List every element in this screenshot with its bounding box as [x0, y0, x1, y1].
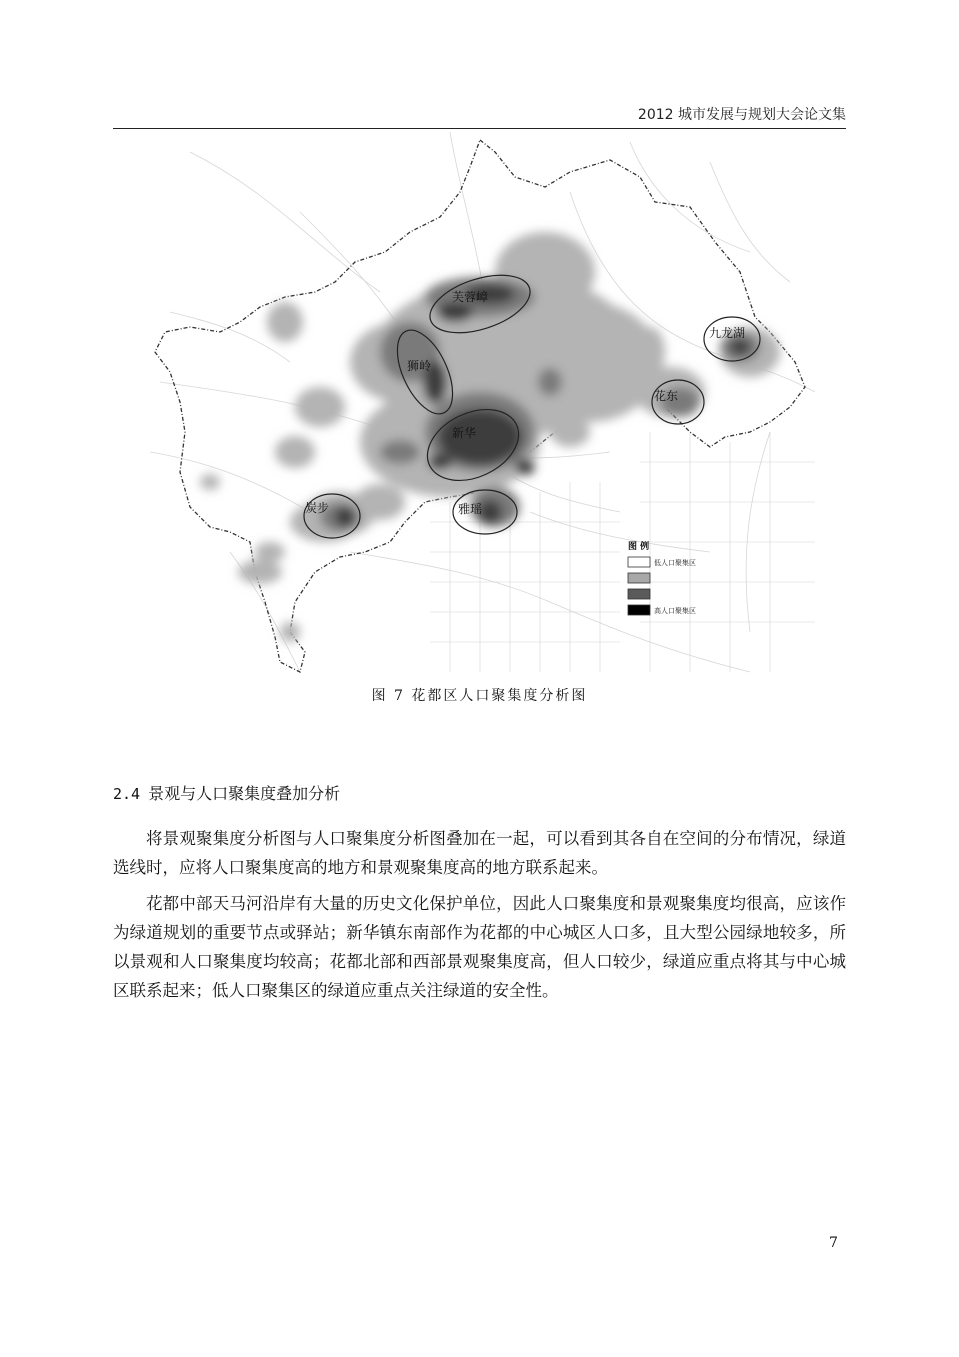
legend-swatch-high	[628, 605, 650, 615]
running-header: 2012 城市发展与规划大会论文集	[637, 107, 846, 123]
section-number: 2.4	[113, 785, 141, 803]
label-xinhua: 新华	[452, 426, 477, 440]
label-yayao: 雅瑶	[458, 502, 483, 516]
population-density-map	[150, 132, 815, 675]
legend-label-low: 低人口聚集区	[654, 559, 696, 567]
legend-label-high: 高人口聚集区	[654, 607, 696, 615]
header-rule	[113, 128, 846, 129]
paragraph-1: 将景观聚集度分析图与人口聚集度分析图叠加在一起，可以看到其各自在空间的分布情况，绿道选线时，应将人口聚集度高的地方和景观聚集度高的地方联系起来。	[113, 829, 846, 877]
legend-swatch-low	[628, 557, 650, 567]
section-title: 景观与人口聚集度叠加分析	[148, 784, 341, 803]
label-tanbu: 炭步	[305, 501, 330, 515]
legend-title: 图 例	[628, 542, 650, 552]
map-legend	[628, 540, 696, 615]
label-jiulonghu: 九龙湖	[709, 326, 746, 340]
label-furong: 芙蓉嶂	[452, 290, 489, 304]
legend-swatch-mid-high	[628, 589, 650, 599]
label-shiling: 狮岭	[407, 359, 432, 373]
legend-swatch-mid-low	[628, 573, 650, 583]
section-heading	[113, 781, 340, 804]
paragraph-2: 花都中部天马河沿岸有大量的历史文化保护单位，因此人口聚集度和景观聚集度均很高，应该作为绿道规划的重要节点或驿站；新华镇东南部作为花都的中心城区人口多，且大型公园绿地较多，所以景观和人口聚集度均较高；花都北部和西部景观聚集度高，但人口较少，绿道应重点将其与中心城区联系起来；低人口聚集区的绿道应重点关注绿道的安全性。	[113, 894, 846, 1000]
page-number: 7	[829, 1235, 838, 1251]
label-huadong: 花东	[654, 389, 679, 403]
figure-caption: 图 7 花都区人口聚集度分析图	[371, 688, 588, 704]
